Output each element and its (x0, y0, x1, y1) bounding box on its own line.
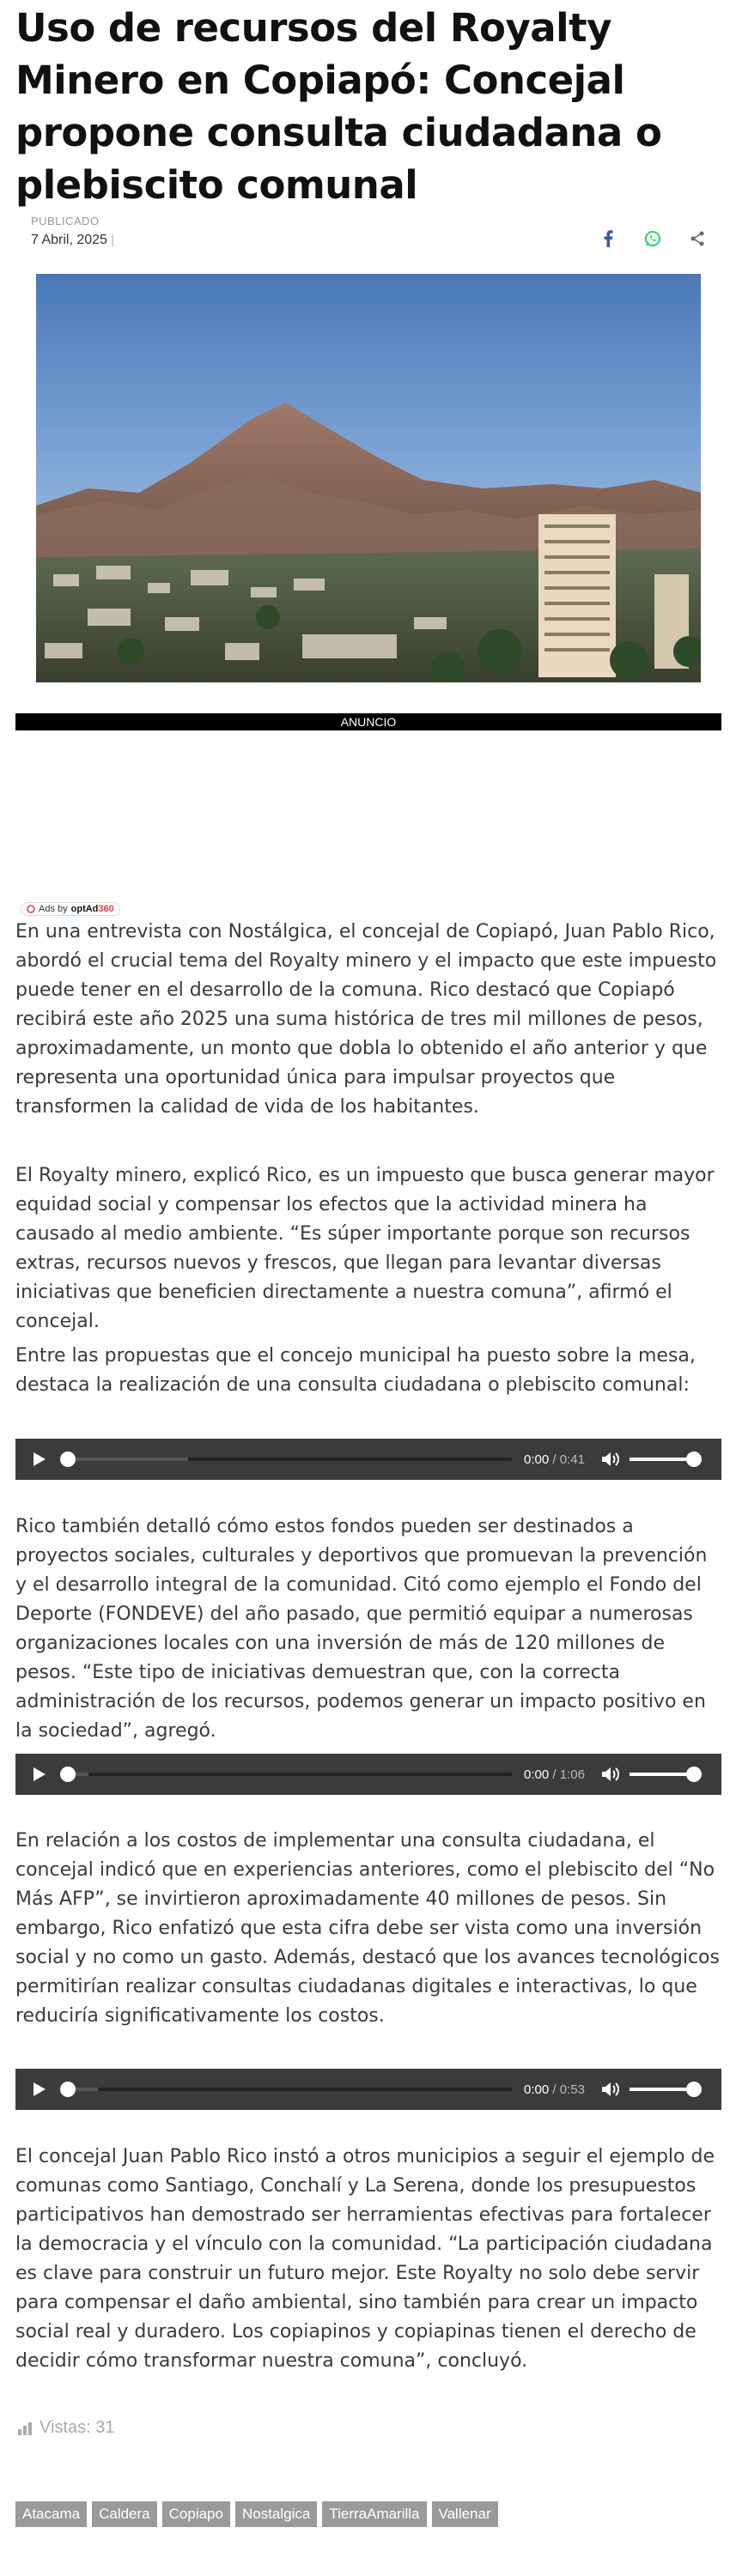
volume-icon (601, 1766, 620, 1783)
share-buttons (591, 221, 715, 256)
view-count-label: Vistas: 31 (40, 2418, 115, 2437)
total-time: 0:41 (559, 1452, 585, 1467)
progress-slider[interactable] (62, 1458, 512, 1461)
ads-brand (71, 904, 114, 914)
volume-handle[interactable] (686, 2082, 702, 2097)
time-separator: / (549, 1767, 560, 1782)
total-time: 1:06 (559, 1767, 585, 1782)
publish-date: 7 Abril, 2025 (31, 233, 107, 247)
current-time: 0:00 (524, 1452, 550, 1467)
time-display (524, 1767, 585, 1782)
article-paragraph-4: Rico también detalló cómo estos fondos pueden ser destinados a proyectos sociales, culturales y deportivos que promuevan la prevención y el desarrollo integral de la comunidad. Citó como ejemplo el Fondo del Deporte (FONDEVE) del año pasado, que permitió equipar a numerosas organizaciones locales con una inversión de más de 120 millones de pesos. “Este tipo de iniciativas demuestran que, con la correcta administración de los recursos, podemos generar un impacto positivo en la sociedad”, agregó. (15, 1516, 708, 1742)
time-separator: / (549, 1452, 560, 1467)
current-time: 0:00 (524, 2082, 550, 2097)
mute-button[interactable] (599, 1447, 623, 1471)
published-label: PUBLICADO (31, 215, 100, 227)
facebook-icon (603, 230, 613, 247)
ads-brand-num: 360 (98, 904, 114, 914)
share-icon (689, 230, 706, 247)
hero-image (36, 274, 701, 682)
audio-player-1 (15, 1439, 721, 1480)
progress-handle[interactable] (60, 1452, 76, 1467)
current-time: 0:00 (524, 1767, 550, 1782)
ads-by-badge[interactable] (21, 902, 120, 916)
volume-slider[interactable] (630, 2088, 695, 2091)
play-button[interactable] (19, 1754, 60, 1795)
tag-copiapo[interactable]: Copiapo (162, 2501, 230, 2527)
progress-slider[interactable] (62, 1773, 512, 1776)
buffered-bar (62, 1458, 188, 1461)
ads-brand-name: optAd (70, 904, 99, 914)
tag-nostalgica[interactable]: Nostalgica (235, 2501, 317, 2527)
mute-button[interactable] (599, 1762, 623, 1786)
total-time: 0:53 (559, 2082, 585, 2097)
play-button[interactable] (19, 1439, 60, 1480)
tag-list (15, 2501, 498, 2527)
tag-caldera[interactable]: Caldera (92, 2501, 157, 2527)
play-icon (33, 2082, 46, 2097)
progress-handle[interactable] (60, 2082, 76, 2097)
ad-choices-icon (27, 905, 35, 913)
share-button[interactable] (680, 221, 715, 256)
volume-slider[interactable] (630, 1458, 695, 1461)
facebook-share-button[interactable] (591, 221, 625, 256)
whatsapp-share-button[interactable] (636, 221, 670, 256)
publish-meta (31, 215, 114, 248)
tag-vallenar[interactable]: Vallenar (432, 2501, 498, 2527)
time-display (524, 2082, 585, 2097)
volume-handle[interactable] (686, 1767, 702, 1782)
volume-handle[interactable] (686, 1452, 702, 1467)
play-icon (33, 1767, 46, 1782)
audio-player-2 (15, 1754, 721, 1795)
tag-atacama[interactable]: Atacama (15, 2501, 87, 2527)
play-button[interactable] (19, 2069, 60, 2110)
bar-chart-icon (17, 2421, 33, 2435)
volume-slider[interactable] (630, 1773, 695, 1776)
article-paragraph-1: En una entrevista con Nostálgica, el concejal de Copiapó, Juan Pablo Rico, abordó el crucial tema del Royalty minero y el impacto que este impuesto puede tener en el desarrollo de la comuna. Rico destacó que Copiapó recibirá este año 2025 una suma histórica de tres mil millones de pesos, aproximadamente, un monto que dobla lo obtenido el año anterior y que representa una oportunidad única para impulsar proyectos que transformen la calidad de vida de los habitantes. (15, 921, 717, 1118)
view-count (17, 2418, 114, 2438)
tag-tierraamarilla[interactable]: TierraAmarilla (322, 2501, 426, 2527)
play-icon (33, 1452, 46, 1467)
time-display (524, 1452, 585, 1467)
date-separator: | (110, 233, 115, 247)
progress-handle[interactable] (60, 1767, 76, 1782)
mute-button[interactable] (599, 2077, 623, 2101)
whatsapp-icon (644, 230, 661, 247)
progress-slider[interactable] (62, 2088, 512, 2091)
volume-icon (601, 1451, 620, 1468)
volume-icon (601, 2081, 620, 2098)
article-paragraph-5: En relación a los costos de implementar una consulta ciudadana, el concejal indicó que en experiencias anteriores, como el plebiscito del “No Más AFP”, se invirtieron aproximadamente 40 millones de pesos. Sin embargo, Rico enfatizó que esta cifra debe ser vista como una inversión social y no como un gasto. Además, destacó que los avances tecnológicos permitirían realizar consultas ciudadanas digitales e interactivas, lo que reduciría significativamente los costos. (15, 1830, 720, 2027)
article-paragraph-3: Entre las propuestas que el concejo municipal ha puesto sobre la mesa, destaca la realización de una consulta ciudadana o plebiscito comunal: (15, 1345, 696, 1396)
article-paragraph-6: El concejal Juan Pablo Rico instó a otros municipios a seguir el ejemplo de comunas como Santiago, Conchalí y La Serena, donde los presupuestos participativos han demostrado ser herramientas efectivas para fortalecer la democracia y el vínculo con la comunidad. “La participación ciudadana es clave para construir un futuro mejor. Este Royalty no solo debe servir para compensar el daño ambiental, sino también para crear un impacto social real y duradero. Los copiapinos y copiapinas tienen el derecho de decidir cómo transformar nuestra comuna”, concluyó. (15, 2146, 715, 2372)
ad-label-bar: ANUNCIO (15, 713, 721, 730)
audio-player-3 (15, 2069, 721, 2110)
time-separator: / (549, 2082, 560, 2097)
publish-date-row (31, 233, 114, 248)
ads-by-label: Ads by (39, 904, 68, 914)
article-paragraph-2: El Royalty minero, explicó Rico, es un impuesto que busca generar mayor equidad social y compensar los efectos que la actividad minera ha causado al medio ambiente. “Es súper importante porque son recursos extras, recursos nuevos y frescos, que llegan para levantar diversas iniciativas que beneficien directamente a nuestra comuna”, afirmó el concejal. (15, 1165, 715, 1332)
article-title: Uso de recursos del Royalty Minero en Copiapó: Concejal propone consulta ciudadana o plebiscito comunal (15, 5, 662, 208)
